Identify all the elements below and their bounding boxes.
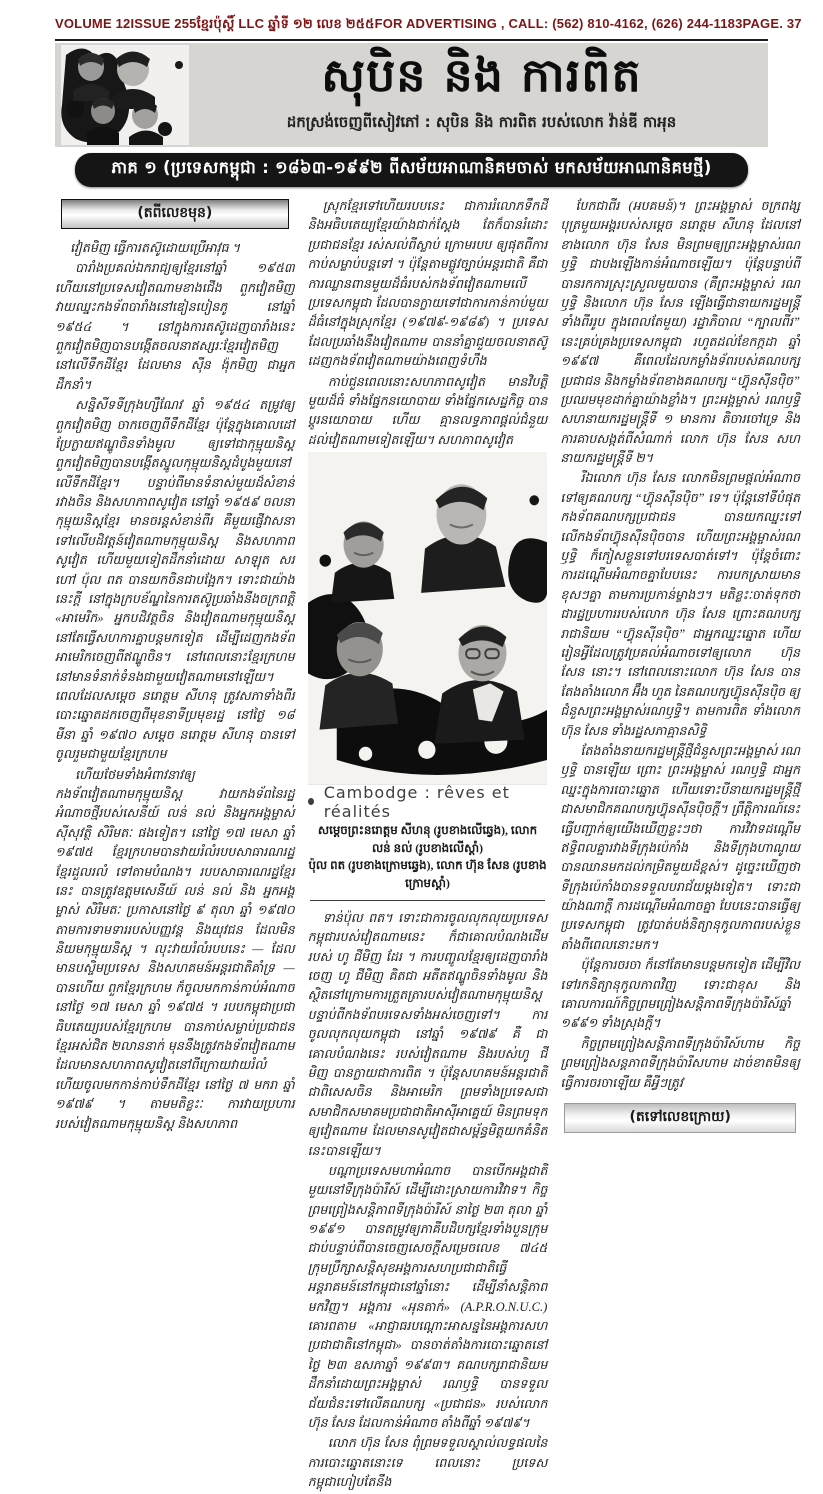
page-number: PAGE. 37 (742, 16, 802, 31)
body-paragraph: បារាំងប្រគល់ឯករាជ្យឲ្យខ្មែរនៅឆ្នាំ ១៩៥៣ ហើយនៅប្រទេសវៀតណាមខាងជើង ពួកវៀតមិញវាយឈ្នះកងទ័ពបារាំងនៅឌៀនបៀនភូ នៅឆ្នាំ ១៩៥៤ ។ នៅក្នុងការតស៊ូដេញបារាំងនេះ ពួកវៀតមិញបានបង្កើតចលនាឥស្សរៈខ្មែរវៀតមិញ នៅលើទឹកដីខ្មែរ ដែលមាន ស៊ីន ង៉ុកមិញ ជាអ្នកដឹកនាំ។ (55, 261, 295, 392)
figure-caption-khmer-line2: ប៉ុល ពត (រូបខាងក្រោមឆ្វេង), លោក ហ៊ុន សែន (រូបខាងក្រោមស្តាំ) (308, 858, 547, 891)
newspaper-title: សុបិន និង ការពិត (321, 48, 642, 102)
top-info-strip (55, 16, 802, 41)
body-paragraph: វៀតមិញ ធ្វើការតស៊ូដោយប្រើអាវុធ ។ (70, 241, 241, 255)
body-paragraph: ស្រុកខ្មែរទៅហើយរបបនេះ ជាការរំលោភទឹកដី និងអធិបតេយ្យខ្មែរយ៉ាងជាក់ស្តែង តែក៏បានរំដោះប្រជាជនខ្មែរ រស់សល់ពីស្លាប់ ក្រោមរបប ឲ្យផុតពីការកាប់សម្លាប់បន្តទៅ ។ ប៉ុន្តែតាមផ្លូវច្បាប់អន្តរជាតិ គឺជាការឈ្លានពានមួយដ៏ធំរបស់កងទ័ពវៀតណាមលើប្រទេសកម្ពុជា ដែលបានក្លាយទៅជាការកាន់កាប់មួយ ដ៏ធំនៅក្នុងស្រុកខ្មែរ (១៩៧៩-១៩៨៩) ។ ប្រទេសដែលប្រឆាំងនឹងវៀតណាម បាននាំគ្នាជួយចលនាតស៊ូ ដេញកងទ័ពវៀតណាមយ៉ាងពេញទំហឹង (307, 199, 548, 369)
caption-divider (310, 900, 546, 901)
body-paragraph: លោក ហ៊ុន សែន ពុំព្រមទទួលស្គាល់លទ្ធផលនៃការបោះឆ្នោតនោះទេ ពេលនោះ ប្រទេសកម្ពុជាហៀបតែនឹង (307, 1436, 548, 1490)
column-middle-top-text (308, 197, 548, 450)
volume-label: VOLUME 12 (55, 16, 131, 31)
figure-caption-khmer-line1: សម្តេចព្រះនរោត្តម សីហនុ (រូបខាងលើឆ្វេង), លោក លន់ នល់ (រូបខាងលើស្តាំ) (317, 823, 538, 855)
body-paragraph: សន្និសីទទីក្រុងហ្សឺណែវ ឆ្នាំ ១៩៥៤ តម្រូវឲ្យពួកវៀតមិញ ចាកចេញពីទឹកដីខ្មែរ ប៉ុន្តែក្នុងគោលដៅប្រែក្លាយឥណ្ឌូចិនទាំងមូល ឲ្យទៅជាកុម្មុយនិស្ត ពួកវៀតមិញបានបង្កើតស្នូលកុម្មុយនិស្តដំបូងមួយនៅលើទឹកដីខ្មែរ។ បន្ទាប់ពីមានទំនាស់មួយដ៏សំខាន់រវាងចិន និងសហភាពសូវៀត នៅឆ្នាំ ១៩៥៩ ចលនាកុម្មុយនិស្តខ្មែរ មានចរន្តសំខាន់ពីរ គឺមួយផ្ញើវាសនាទៅលើបដិវត្តន៍វៀតណាមកុម្មុយនិស្ត និងសហភាពសូវៀត ហើយមួយទៀតដឹកនាំដោយ សាឡុត សរ ហៅ ប៉ុល ពត បានយកចិនជាបង្អែក។ ទោះជាយ៉ាងនេះក្តី នៅក្នុងក្របខ័ណ្ឌនៃការតស៊ូប្រឆាំងនឹងចក្រពត្តិ «អាមេរិក» អ្នកបដិវត្តចិន និងវៀតណាមកុម្មុយនិស្ត នៅតែធ្វើសហការគ្នាបន្តមកទៀត ដើម្បីដេញកងទ័ពអាមេរិកចេញពីឥណ្ឌូចិន។ នៅពេលនោះខ្មែរក្រហម នៅមានទំនាក់ទំនងជាមួយវៀតណាមនៅឡើយ។ ពេលដែលសម្តេច នរោត្តម សីហនុ ត្រូវសភាទាំងពីរបោះឆ្នោតដកចេញពីមុខនាទីប្រមុខរដ្ឋ នៅថ្ងៃ ១៨ មីនា ឆ្នាំ ១៩៧០ សម្តេច នរោត្តម សីហនុ បានទៅចូលរួមជាមួយខ្មែរក្រហម (55, 398, 295, 762)
article-body (0, 187, 823, 1494)
khmer-masthead-note: ខ្មែរប៉ុស្តិ៍ LLC ឆ្នាំទី ១២ លេខ ២៥៥ (196, 16, 375, 31)
newspaper-page (0, 16, 823, 1490)
body-paragraph: ទាន់ប៉ុល ពត។ ទោះជាការចូលលុកលុយប្រទេសកម្ពុជារបស់វៀតណាមនេះ ក៏ជាគោលបំណងដើមរបស់ ហូ ជីមិញ ដែរ ។ ការបញ្ចូលខ្មែរឲ្យដេញបារាំងចេញ ហូ ជីមិញ គិតជា អតីតឥណ្ឌូចិនទាំងមូល និងស្ថិតនៅក្រោមការត្រួតត្រារបស់វៀតណាមកុម្មុយនិស្ត បន្ទាប់ពីកងទ័ពបរទេសទាំងអស់ចេញទៅ។ ការចូលលុកលុយកម្ពុជា នៅឆ្នាំ ១៩៧៩ គឺ ជា គោលបំណងនេះ របស់វៀតណាម និងរបស់ហូ ជី មិញ បានក្លាយជាការពិត ។ ប៉ុន្តែសហគមន៍អន្តរជាតិ ជាពិសេសចិន និងអាមេរិក ព្រមទាំងប្រទេសជាសមាជិកសមាគមប្រជាជាតិអាស៊ីអាគ្នេយ៍ មិនព្រមទុកឲ្យវៀតណាម ដែលមានសូវៀតជាសម្ព័ន្ធមិត្តយកគំនិតនេះបានឡើយ។ (307, 910, 548, 1158)
body-paragraph: រីឯលោក ហ៊ុន សែន លោកមិនព្រមផ្តល់អំណាចទៅឲ្យគណបក្ស “ហ៊្វុនស៊ីនប៉ិច” ទេ។ ប៉ុន្តែនៅទីបំផុតកងទ័ពគណបក្សប្រជាជន បានយកឈ្នះទៅលើកងទ័ពហ៊្វុនស៊ីនប៉ិចបាន ហើយព្រះអង្គម្ចាស់រណឫទ្ធិ ក៏កៀសខ្លួនទៅបរទេសបាត់ទៅ។ ប៉ុន្តែចំពោះការដណ្តើមអំណាចគ្នាបែបនេះ ការបកស្រាយមានខុសៗគ្នា តាមការប្រកាន់ម្ខាងៗ។ មតិខ្លះៈចាត់ទុកថា ជារដ្ឋប្រហាររបស់លោក ហ៊ុន សែន ព្រោះគណបក្សរាជានិយម “ហ៊្វុនស៊ីនប៉ិច” ជាអ្នកឈ្នះឆ្នោត ហើយរៀនអ្វីដែលត្រូវប្រគល់អំណាចទៅឲ្យលោក ហ៊ុន សែន នោះ។ នៅពេលនោះលោក ហ៊ុន សែន បានតែងតាំងលោក អ៊ឹង ហួត នៃគណបក្សហ៊្វុនស៊ីនប៉ិច ឲ្យជំនួសព្រះអង្គម្ចាស់រណឫទ្ធិ។ តាមការពិត ទាំងលោក ហ៊ុន សែន ទាំងរដ្ឋសភាគ្មានសិទ្ធិ (560, 471, 801, 738)
column-left (55, 197, 295, 1135)
masthead (55, 43, 768, 147)
body-paragraph: បណ្តាប្រទេសមហាអំណាច បានបើកអង្គជាតិមួយនៅទីក្រុងប៉ារីស៍ ដើម្បីដោះស្រាយការវិវាទ។ កិច្ចព្រមព្រៀងសន្តិភាពទីក្រុងប៉ារីស៍ នាថ្ងៃ ២៣ តុលា ឆ្នាំ ១៩៩១ បានតម្រូវឲ្យភាគីបដិបក្សខ្មែរទាំងបួនក្រុម ជាប់បន្ទាប់ពីបានចេញសេចក្តីសម្រេចលេខ ៧៤៥ ក្រុមប្រឹក្សាសន្តិសុខអង្គការសហប្រជាជាតិធ្វើអន្តរាគមន៍នៅកម្ពុជានៅឆ្នាំនោះ ដើម្បីនាំសន្តិភាពមកវិញ។ អង្គការ «អុនតាក់» (A.P.R.O.N.U.C.) គោរពតាម «អាជ្ញាធរបណ្តោះអាសន្ននៃអង្គការសហប្រជាជាតិនៅកម្ពុជា» បានចាត់តាំងការបោះឆ្នោតនៅថ្ងៃ ២៣ ឧសភាឆ្នាំ ១៩៩៣។ គណបក្សរាជានិយមដឹកនាំដោយព្រះអង្គម្ចាស់ រណឫទ្ធិ បានទទួលជ័យជំនះទៅលើគណបក្ស «ប្រជាជន» របស់លោក ហ៊ុន សែន ដែលកាន់អំណាច តាំងពីឆ្នាំ ១៩៧៩។ (307, 1163, 548, 1430)
figure-collage (308, 452, 548, 784)
body-paragraph: ប៉ុន្តែការចរចា ក៏នៅតែមានបន្តមកទៀត ដើម្បីវិលទៅរកនិត្យានុកូលភាពវិញ ទោះជាខុស និងគោលការណ៍កិច្ចព្រមព្រៀងសន្តិភាពទីក្រុងប៉ារីស៍ឆ្នាំ ១៩៩១ ទាំងស្រុងក្តី។ (560, 958, 801, 1031)
column-left-text (55, 239, 295, 1134)
continued-next-box: (តទៅលេខក្រោយ) (564, 1103, 796, 1133)
column-right-text (560, 197, 800, 1093)
section-banner (75, 153, 748, 187)
figure-caption-band (308, 782, 548, 821)
advertising-contact: FOR ADVERTISING , CALL: (562) 810-4162, (626) 244-1183 (374, 16, 743, 31)
column-right (560, 197, 800, 1133)
newspaper-subtitle: ដកស្រង់ចេញពីសៀវភៅ : សុបិន និង ការពិត របស់លោក វ៉ាន់ឌី កាអុន (286, 113, 677, 131)
section-banner-text: ភាគ ១ (ប្រទេសកម្ពុជា : ១៨៦៣-១៩៩២ ពីសម័យអាណានិគមចាស់ មកសម័យអាណានិគមថ្មី) (111, 158, 712, 177)
figure-block (308, 452, 548, 901)
issue-label: ISSUE 255 (130, 16, 197, 31)
body-paragraph: ហើយថែមទាំងអំពាវនាវឲ្យកងទ័ពវៀតណាមកុម្មុយនិស្ត វាយកងទ័ពនៃរដ្ឋអំណាចថ្មីរបស់សេនីយ៍ លន់ នល់ និងអ្នកអង្គម្ចាស់ ស៊ីសុវត្ថិ សិរិមតៈ ផងទៀត។ នៅថ្ងៃ ១៧ មេសា ឆ្នាំ ១៩៧៥ ខ្មែរក្រហមបានវាយរំលំរបបសាធារណរដ្ឋខ្មែរដួលរលំ ទៅតាមបំណង។ របបសាធារណរដ្ឋខ្មែរនេះ បានត្រូវឧត្តមសេនីយ៍ លន់ នល់ និង អ្នកអង្គម្ចាស់ សិរិមតៈ ប្រកាសនៅថ្ងៃ ៩ តុលា ឆ្នាំ ១៩៧០ តាមការទាមទាររបស់បញ្ញវន្ត និងយុវជន ដែលមិននិយមកុម្មុយនិស្ត ។ លុះវាយរំលំរបបនេះ — ដែលមានបស្ចិមប្រទេស និងសហគមន៍អន្តរជាតិគាំទ្រ — បានហើយ ពួកខ្មែរក្រហម ក៏ចូលមកកាន់កាប់អំណាចនៅថ្ងៃ ១៧ មេសា ឆ្នាំ ១៩៧៥ ។ របបកម្ពុជាប្រជាធិបតេយ្យរបស់ខ្មែរក្រហម បានកាប់សម្លាប់ប្រជាជនខ្មែរអស់ជិត ២លាននាក់ មុននឹងត្រូវកងទ័ពវៀតណាម ដែលមានសហភាពសូវៀតនៅពីក្រោយវាយរំលំ ហើយចូលមកកាន់កាប់ទឹកដីខ្មែរ នៅថ្ងៃ ៧ មករា ឆ្នាំ ១៩៧៩ ។ តាមមតិខ្លះៈ ការវាយប្រហាររបស់វៀតណាមកុម្មុយនិស្ត និងសហភាព (55, 767, 295, 1131)
body-paragraph: តែងតាំងនាយករដ្ឋមន្ត្រីថ្មីជំនួសព្រះអង្គម្ចាស់ រណឫទ្ធិ បានឡើយ ព្រោះ ព្រះអង្គម្ចាស់ រណឫទ្ធិ ជាអ្នកឈ្នះក្នុងការបោះឆ្នោត ហើយទោះបីនាយករដ្ឋមន្ត្រីថ្មី ជាសមាជិកគណបក្សហ៊្វុនស៊ីនប៉ិចក្តី។ ព្រឹត្តិការណ៍នេះធ្វើបញ្ជាក់ឲ្យយើងឃើញខ្លះៗថា ការវិវាទដណ្តើមឥទ្ធិពលគ្នារវាងទីក្រុងប៉េកាំង និងទីក្រុងហាណូយ បានឈានមកដល់កម្រិតមួយដ៏ខ្ពស់។ ដូច្នេះឃើញថា ទីក្រុងប៉េកាំងបានទទួលបរាជ័យម្តងទៀត។ ទោះជាយ៉ាងណាក្តី ការដណ្តើមអំណាចគ្នា បែបនេះបានធ្វើឲ្យប្រទេសកម្ពុជា ត្រូវបាត់បង់និត្យានុកូលភាពរបស់ខ្លួនតាំងពីពេលនោះមក។ (560, 743, 801, 952)
body-paragraph: កិច្ចព្រមព្រៀងសន្តិភាពទីក្រុងប៉ារីស៍ហាម កិច្ចព្រមព្រៀងសន្តភាពទីក្រុងប៉ារីសហាម ដាច់ខាតមិនឲ្យធ្វើការចរចាឡើយ គឺអ្វីៗត្រូវ (560, 1036, 801, 1090)
figure-caption-khmer (308, 822, 548, 893)
figure-caption-french: Cambodge : rêves et réalités (323, 782, 510, 821)
body-paragraph: បែកជាពីរ (អបគមន៍)។ ព្រះអង្គម្ចាស់ ចក្រពង្ស បុត្រមួយអង្គរបស់សម្តេច នរោត្តម សីហនុ ដែលនៅខាងលោក ហ៊ុន សែន មិនព្រមឲ្យព្រះអង្គម្ចាស់រណឫទ្ធិ ជាបងឡើងកាន់អំណាចឡើយ។ ប៉ុន្តែបន្ទាប់ពីបានរកការស្រុះស្រួលមួយបាន (គឺព្រះអង្គម្ចាស់ រណឫទ្ធិ និងលោក ហ៊ុន សែន ឡើងធ្វើជានាយករដ្ឋមន្ត្រីទាំងពីររូប ក្នុងពេលតែមួយ) រដ្ឋាភិបាល “ក្បាលពីរ” នេះគ្រប់គ្រងប្រទេសកម្ពុជា រហូតដល់ខែកក្កដា ឆ្នាំ ១៩៩៧ គឺពេលដែលកម្លាំងទ័ពរបស់គណបក្សប្រជាជន និងកម្លាំងទ័ពខាងគណបក្ស “ហ៊្វុនស៊ីនប៉ិច” ប្រឈមមុខដាក់គ្នាយ៉ាងខ្លាំង។ ព្រះអង្គម្ចាស់ រណឫទ្ធិ សហនាយករដ្ឋមន្ត្រីទី ១ មានការ តិចារចៅទ្រេ និងការគាបសង្កត់ពីសំណាក់ លោក ហ៊ុន សែន សហនាយករដ្ឋមន្ត្រីទី ២។ (560, 199, 801, 466)
column-middle (308, 197, 548, 1494)
continued-from-box: (តពីលេខមុន) (61, 199, 289, 229)
column-middle-bottom-text (308, 909, 548, 1493)
bullet-icon (308, 798, 314, 805)
body-paragraph: កាប់ជួនពេលនោះសហភាពសូវៀត មានវិបត្តិមួយដ៏ធំ ទាំងផ្នែកនយោបាយ ទាំងផ្នែកសេដ្ឋកិច្ច បានប្តូរនយោបាយ ហើយ គ្មានលទ្ធភាពផ្គល់ជំនួយដល់វៀតណាមទៀតឡើយ។ សហភាពសូវៀត (307, 374, 548, 447)
masthead-photo-collage-icon (61, 45, 189, 145)
